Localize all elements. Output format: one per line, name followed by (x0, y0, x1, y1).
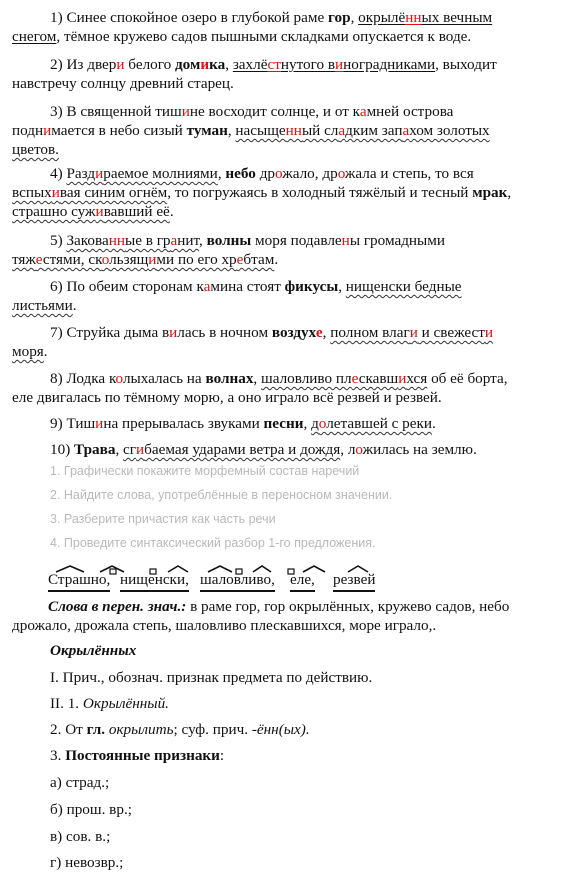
sentence-segment: нит (177, 232, 200, 249)
sentence-1-line-2 (12, 27, 471, 46)
sentence-segment: . (169, 203, 174, 220)
morph-word-3: шаловливо, (200, 571, 275, 592)
sentence-segment: и (398, 370, 407, 387)
sentence-segment: льзящ (109, 251, 149, 268)
sentence-segment: тяж (12, 251, 36, 268)
sentence-segment: моря (12, 343, 44, 360)
feature-c: в) сов. в.; (50, 828, 111, 845)
sentence-segment: 5) (50, 232, 67, 249)
sentence-4-line-2 (12, 183, 511, 202)
sentence-segment: и (51, 184, 60, 201)
sentence-7-line-1 (50, 323, 493, 342)
sentence-segment: и (181, 103, 190, 120)
figurative-line-1: Слова в перен. знач.: в раме гор, гор окрылённых, кружево садов, небо (48, 598, 510, 615)
sentence-segment: а (359, 103, 367, 120)
sentence-segment: шаловливо пл (261, 370, 352, 387)
sentence-segment: , выходит (435, 56, 497, 73)
sentence-segment: туман (186, 122, 228, 139)
morph-word-2: нищенски, (120, 571, 189, 592)
sentence-segment: воздух (271, 324, 316, 341)
feature-d: г) невозвр.; (50, 854, 124, 871)
sentence-segment: вспых (12, 184, 52, 201)
sentence-segment: нищенски бедные (345, 278, 462, 295)
sentence-segment: баемая ударами ветра и дождя (144, 441, 341, 458)
sentence-segment: ст (267, 56, 281, 73)
sentence-segment: вая синим огнём (59, 184, 168, 201)
sentence-segment: Разд (66, 165, 96, 182)
sentence-segment: скавш (358, 370, 399, 387)
sentence-segment: . (274, 251, 279, 268)
sentence-segment: . (432, 415, 436, 432)
sentence-segment: полном влаг (330, 324, 410, 341)
sentence-segment: о (355, 441, 363, 458)
sentence-3-line-2 (12, 121, 490, 140)
sentence-segment: страшно суж (12, 203, 96, 220)
sentence-segment: а (203, 278, 211, 295)
sentence-segment: Трава (74, 441, 116, 458)
sentence-1-line-1 (50, 8, 492, 27)
sentence-segment: ые в гр (124, 232, 171, 249)
sentence-segment: е (35, 251, 43, 268)
sentence-segment: дким зап (345, 122, 403, 139)
sentence-segment: летавшей с реки (326, 415, 432, 432)
sentence-segment: Закова (66, 232, 109, 249)
sentence-segment: , (253, 370, 262, 387)
task-4: 4. Проведите синтаксический разбор 1-го предложения. (50, 536, 376, 550)
sentence-segment: и (116, 56, 125, 73)
sentence-segment: , (303, 415, 312, 432)
morph-word-1: Страшно, (48, 571, 110, 592)
sentence-segment: подн (12, 122, 44, 139)
analysis-line-3: 2. От гл. окрылить; суф. прич. -ённ(ых). (50, 721, 310, 738)
sentence-segment: стями, ск (42, 251, 102, 268)
sentence-segment: мается в небо сизый (51, 122, 187, 139)
sentence-segment: д (311, 415, 319, 432)
sentence-segment: мней острова (366, 103, 454, 120)
sentence-segment: , (217, 165, 226, 182)
sentence-segment: волнах (205, 370, 254, 387)
sentence-segment: фикусы (284, 278, 339, 295)
sentence-segment: о (115, 370, 123, 387)
sentence-segment: 8) Лодка к (50, 370, 116, 387)
sentence-segment: о (275, 165, 283, 182)
sentence-9-line-1 (50, 414, 436, 433)
sentence-segment: навстречу солнцу древний старец. (12, 75, 234, 92)
sentence-segment: окрылё (358, 9, 406, 26)
analysis-word: Окрылённых (50, 642, 137, 659)
sentence-segment: и (136, 441, 145, 458)
sentence-segment: и (148, 251, 157, 268)
sentence-6-line-1 (50, 277, 462, 296)
feature-b: б) прош. вр.; (50, 801, 132, 818)
sentence-segment: моря подавле (251, 232, 342, 249)
sentence-segment: , (199, 232, 207, 249)
sentence-segment: ы громадными (349, 232, 445, 249)
sentence-segment: е (315, 324, 323, 341)
sentence-segment: жилась на землю. (362, 441, 477, 458)
sentence-segment: , (225, 56, 233, 73)
analysis-line-4: 3. Постоянные признаки: (50, 747, 225, 764)
sentence-segment: о (101, 251, 110, 268)
figurative-label: Слова в перен. знач.: (48, 598, 187, 615)
sentence-segment: и (95, 165, 104, 182)
task-1: 1. Графически покажите морфемный состав наречий (50, 464, 360, 478)
sentence-segment: о (318, 415, 327, 432)
sentence-segment: о (337, 165, 345, 182)
sentence-4-line-1 (50, 164, 474, 183)
sentence-segment: , (115, 441, 124, 458)
sentence-segment: др (255, 165, 276, 182)
sentence-segment: хом золотых (409, 122, 490, 139)
sentence-segment: , (350, 9, 359, 26)
sentence-segment: дом (174, 56, 201, 73)
sentence-segment: жало, др (282, 165, 338, 182)
sentence-segment: ых вечным (421, 9, 493, 26)
feature-a: а) страд.; (50, 774, 110, 791)
task-2: 2. Найдите слова, употреблённые в переносном значении. (50, 488, 393, 502)
figurative-line-2: дрожало, дрожала степь, шаловливо плескавшихся, море играло,. (12, 617, 437, 634)
sentence-4-line-3 (12, 202, 174, 221)
sentence-5-line-2 (12, 250, 278, 269)
sentence-segment: 4) (50, 165, 67, 182)
sentence-segment: снегом (12, 28, 57, 45)
sentence-3-line-3 (12, 140, 59, 159)
sentence-segment: вавший её (103, 203, 170, 220)
sentence-segment: лыхалась на (122, 370, 206, 387)
sentence-segment: хся (406, 370, 428, 387)
sentence-segment: , (322, 324, 331, 341)
sentence-segment: , (507, 184, 512, 201)
sentence-segment: бтам (243, 251, 275, 268)
sentence-segment: 7) Струйка дыма в (50, 324, 170, 341)
sentence-segment: а (402, 122, 410, 139)
sentence-segment: е (236, 251, 244, 268)
sentence-5-line-1 (50, 231, 445, 250)
sentence-segment: , тёмное кружево садов пышными складками опускается к воде. (56, 28, 472, 45)
sentence-segment: е (351, 370, 359, 387)
sentence-segment: лась в ночном (177, 324, 272, 341)
sentence-segment: насыще (235, 122, 286, 139)
sentence-segment: 10) (50, 441, 75, 458)
sentence-segment: и (169, 324, 178, 341)
sentence-segment: на прерывалась звуками (103, 415, 264, 432)
sentence-segment: , то погружаясь в холодный тяжёлый и тесный (167, 184, 473, 201)
sentence-segment: белого (124, 56, 175, 73)
sentence-segment: небо (225, 165, 256, 182)
sentence-segment: и (335, 56, 344, 73)
sentence-segment: н (341, 232, 350, 249)
sentence-2-line-2 (12, 74, 234, 93)
sentence-segment: 6) По обеим сторонам к (50, 278, 204, 295)
sentence-segment: и (200, 56, 210, 73)
sentence-segment: раемое молниями (103, 165, 218, 182)
analysis-line-2: II. 1. Окрылённый. (50, 695, 169, 712)
sentence-2-line-1 (50, 55, 497, 74)
sentence-segment: мина стоят (210, 278, 285, 295)
sentence-segment: нн (108, 232, 125, 249)
sentence-segment: песни (263, 415, 304, 432)
sentence-segment: об её борта, (427, 370, 508, 387)
sentence-segment: 3) В священной тиш (50, 103, 182, 120)
analysis-line-1: I. Прич., обознач. признак предмета по действию. (50, 669, 373, 686)
sentence-segment: ый сл (301, 122, 339, 139)
sentence-segment: сг (123, 441, 137, 458)
sentence-8-line-2 (12, 388, 442, 407)
sentence-segment: а (338, 122, 346, 139)
sentence-segment: волны (206, 232, 252, 249)
sentence-segment: жала и степь, то вся (344, 165, 474, 182)
sentence-segment: мрак (472, 184, 508, 201)
sentence-segment: и свежест (417, 324, 485, 341)
sentence-segment: листьями (12, 297, 73, 314)
sentence-segment: еле двигалась по тёмному морю, а оно играло всё резвей и резвей. (12, 389, 442, 406)
sentence-segment: гор (328, 9, 351, 26)
sentence-segment: ми по его хр (156, 251, 237, 268)
sentence-segment: цветов. (12, 141, 59, 158)
sentence-segment: ноградниками (343, 56, 436, 73)
sentence-segment: захлё (232, 56, 268, 73)
sentence-segment: нн (405, 9, 422, 26)
sentence-segment: , (338, 278, 346, 295)
sentence-segment: а (170, 232, 178, 249)
sentence-segment: и (409, 324, 418, 341)
sentence-segment: , (227, 122, 236, 139)
sentence-segment: нутого в (280, 56, 336, 73)
sentence-6-line-2 (12, 296, 77, 315)
sentence-segment: не восходит солнце, и от к (189, 103, 360, 120)
sentence-segment: и (95, 203, 104, 220)
morph-word-4: еле, (290, 571, 315, 592)
sentence-segment: . (72, 297, 77, 314)
sentence-segment: 2) Из двер (50, 56, 117, 73)
sentence-segment: 1) Синее спокойное озеро в глубокой раме (50, 9, 328, 26)
morph-word-5: резвей (333, 571, 375, 592)
sentence-7-line-2 (12, 342, 48, 361)
sentence-segment: ка (209, 56, 226, 73)
sentence-segment: . (43, 343, 48, 360)
sentence-segment: и (95, 415, 104, 432)
sentence-segment: и (43, 122, 52, 139)
sentence-segment: , л (340, 441, 356, 458)
sentence-segment: 9) Тиш (50, 415, 96, 432)
sentence-3-line-1 (50, 102, 453, 121)
sentence-8-line-1 (50, 369, 508, 388)
task-3: 3. Разберите причастия как часть речи (50, 512, 276, 526)
sentence-segment: нн (285, 122, 302, 139)
sentence-segment: и (484, 324, 494, 341)
sentence-10-line-1 (50, 440, 477, 459)
